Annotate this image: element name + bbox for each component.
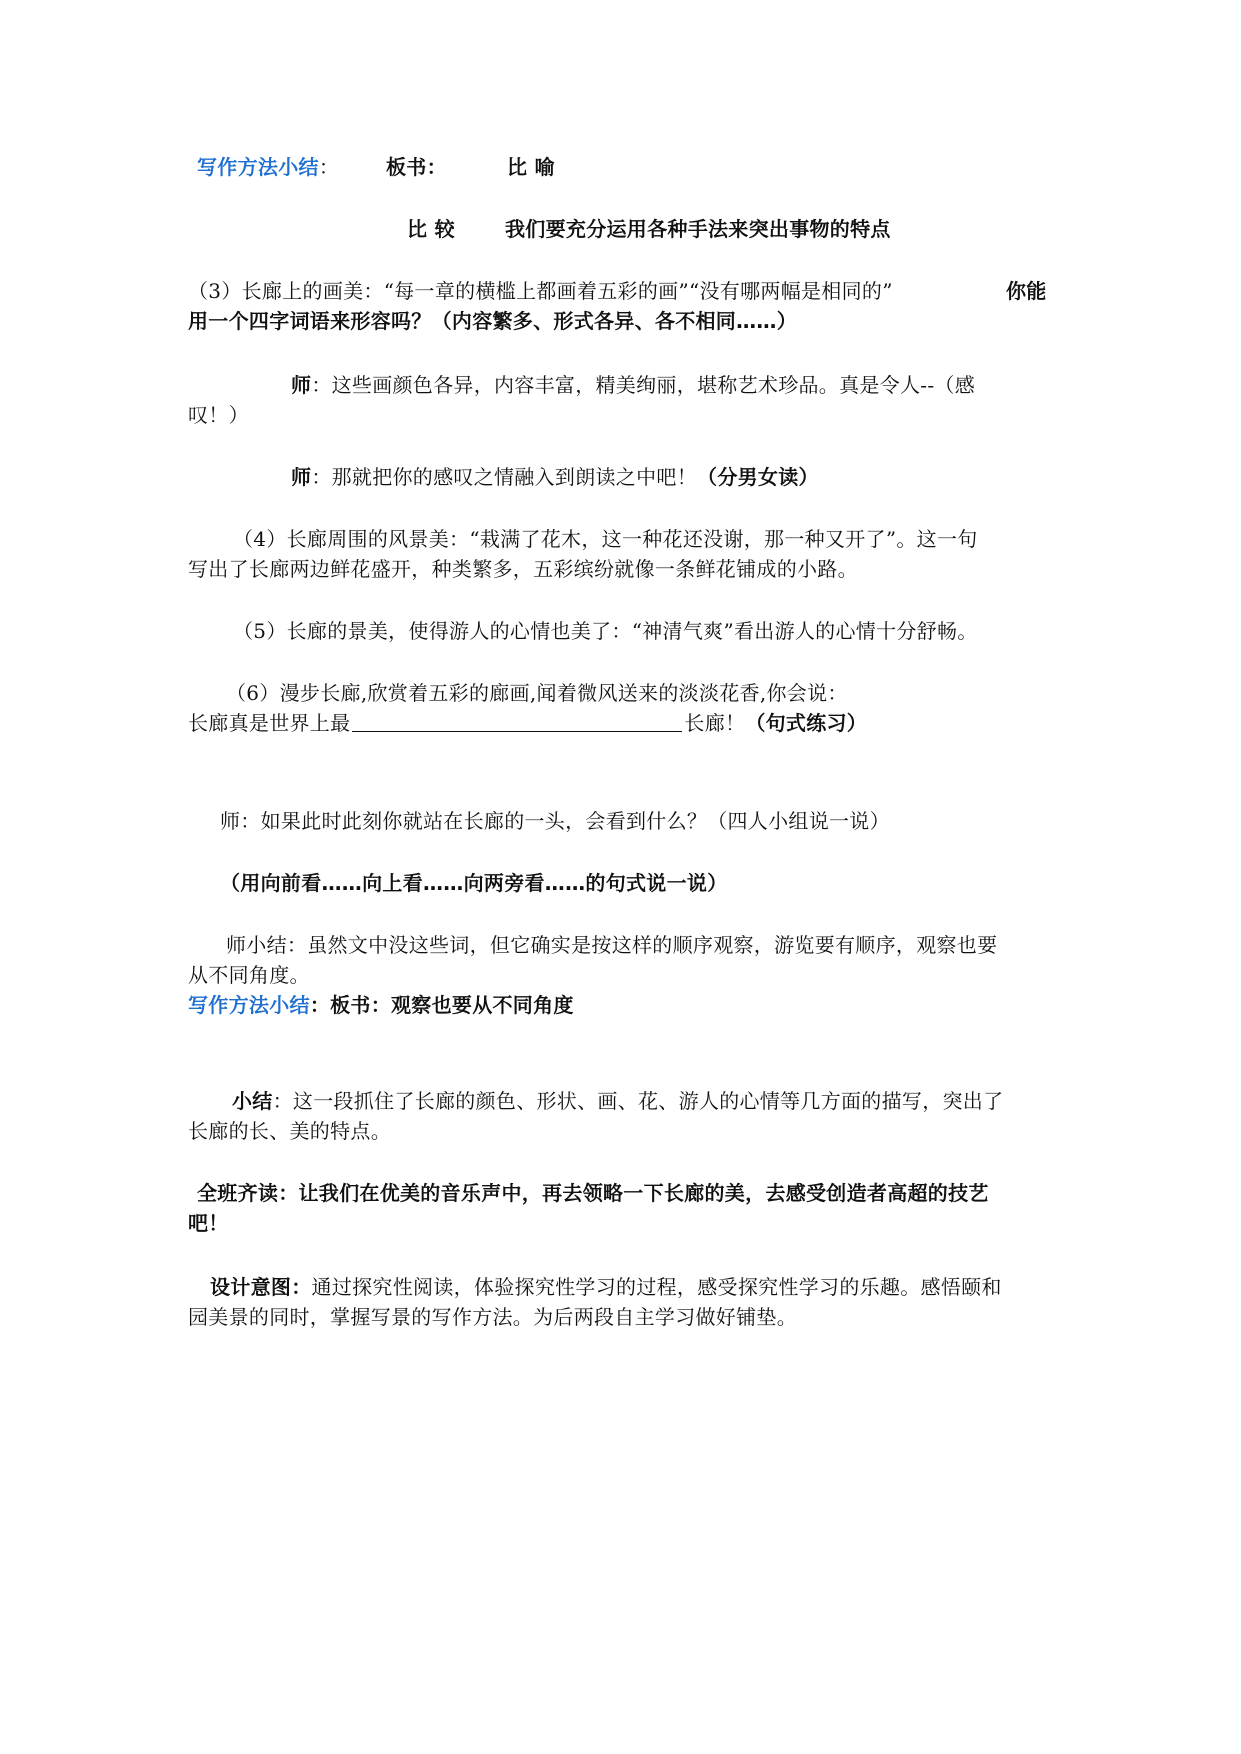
- teacher-remark-2-bold: （分男女读）: [697, 465, 819, 489]
- paragraph-3-text: （3）长廊上的画美：“每一章的横槛上都画着五彩的画”“没有哪两幅是相同的”: [188, 279, 893, 303]
- paragraph-5: （5）长廊的景美，使得游人的心情也美了：“神清气爽”看出游人的心情十分舒畅。: [233, 619, 978, 643]
- teacher-remark-1-text: ：这些画颜色各异，内容丰富，精美绚丽，堪称艺术珍品。真是令人--（感: [311, 373, 976, 397]
- sentence-practice-note: （句式练习）: [745, 711, 868, 735]
- design-intent-line-1: [210, 1272, 1002, 1302]
- design-intent-colon: ：: [291, 1275, 312, 1299]
- teacher-remark-1-line-2: 叹！）: [188, 403, 249, 427]
- board-label: 板书：: [386, 155, 447, 179]
- teacher-label: 师: [291, 373, 312, 397]
- paragraph-4-line-2: 写出了长廊两边鲜花盛开，种类繁多，五彩缤纷就像一条鲜花铺成的小路。: [188, 557, 858, 581]
- teacher-label: 师: [291, 465, 312, 489]
- paragraph-6-line-1: （6）漫步长廊,欣赏着五彩的廊画,闻着微风送来的淡淡花香,你会说：: [226, 681, 848, 705]
- sentence-pre: 长廊真是世界上最: [188, 711, 351, 735]
- writing-summary-2-label: 写作方法小结: [188, 993, 310, 1017]
- teacher-summary-line-2: 从不同角度。: [188, 963, 310, 987]
- teacher-remark-2-text: ：那就把你的感叹之情融入到朗读之中吧！: [311, 465, 698, 489]
- sentence-post: 长廊！: [684, 711, 746, 735]
- teacher-question: 师：如果此时此刻你就站在长廊的一头，会看到什么？（四人小组说一说）: [220, 809, 890, 833]
- sentence-pattern: （用向前看……向上看……向两旁看……的句式说一说）: [220, 871, 728, 895]
- board-text: 我们要充分运用各种手法来突出事物的特点: [505, 217, 891, 241]
- section-summary-line-1: [232, 1086, 1003, 1116]
- paragraph-6-line-2: [188, 708, 867, 738]
- writing-summary-line: [197, 152, 339, 182]
- board-item-metaphor: 比 喻: [507, 155, 555, 179]
- writing-summary-2: [188, 990, 574, 1020]
- paragraph-4-line-1: （4）长廊周围的风景美：“栽满了花木，这一种花还没谢，那一种又开了”。这一句: [233, 527, 978, 551]
- paragraph-3-bold-b: 用一个四字词语来形容吗？（内容繁多、形式各异、各不相同……）: [188, 309, 797, 333]
- design-intent-text: 通过探究性阅读，体验探究性学习的过程，感受探究性学习的乐趣。感悟颐和: [311, 1275, 1002, 1299]
- writing-summary-2-text: ：板书：观察也要从不同角度: [309, 993, 574, 1017]
- teacher-remark-1: [291, 370, 975, 400]
- class-read-line-2: 吧！: [188, 1211, 229, 1235]
- section-summary-line-2: 长廊的长、美的特点。: [188, 1119, 391, 1143]
- writing-summary-label: 写作方法小结: [197, 155, 319, 179]
- paragraph-3-bold-a: 你能: [1006, 279, 1047, 303]
- teacher-remark-2: [291, 462, 819, 492]
- teacher-summary-line-1: 师小结：虽然文中没这些词，但它确实是按这样的顺序观察，游览要有顺序，观察也要: [226, 933, 998, 957]
- section-summary-label: 小结: [232, 1089, 273, 1113]
- section-summary-text: ：这一段抓住了长廊的颜色、形状、画、花、游人的心情等几方面的描写，突出了: [272, 1089, 1004, 1113]
- design-intent-label: 设计意图: [210, 1275, 292, 1299]
- paragraph-3-line-1: [188, 276, 893, 306]
- board-item-comparison: 比 较: [407, 217, 455, 241]
- design-intent-line-2: 园美景的同时，掌握写景的写作方法。为后两段自主学习做好铺垫。: [188, 1305, 797, 1329]
- fill-in-blank[interactable]: [352, 711, 682, 732]
- writing-summary-colon: ：: [318, 155, 340, 179]
- class-read-line-1: 全班齐读：让我们在优美的音乐声中，再去领略一下长廊的美，去感受创造者高超的技艺: [197, 1181, 989, 1205]
